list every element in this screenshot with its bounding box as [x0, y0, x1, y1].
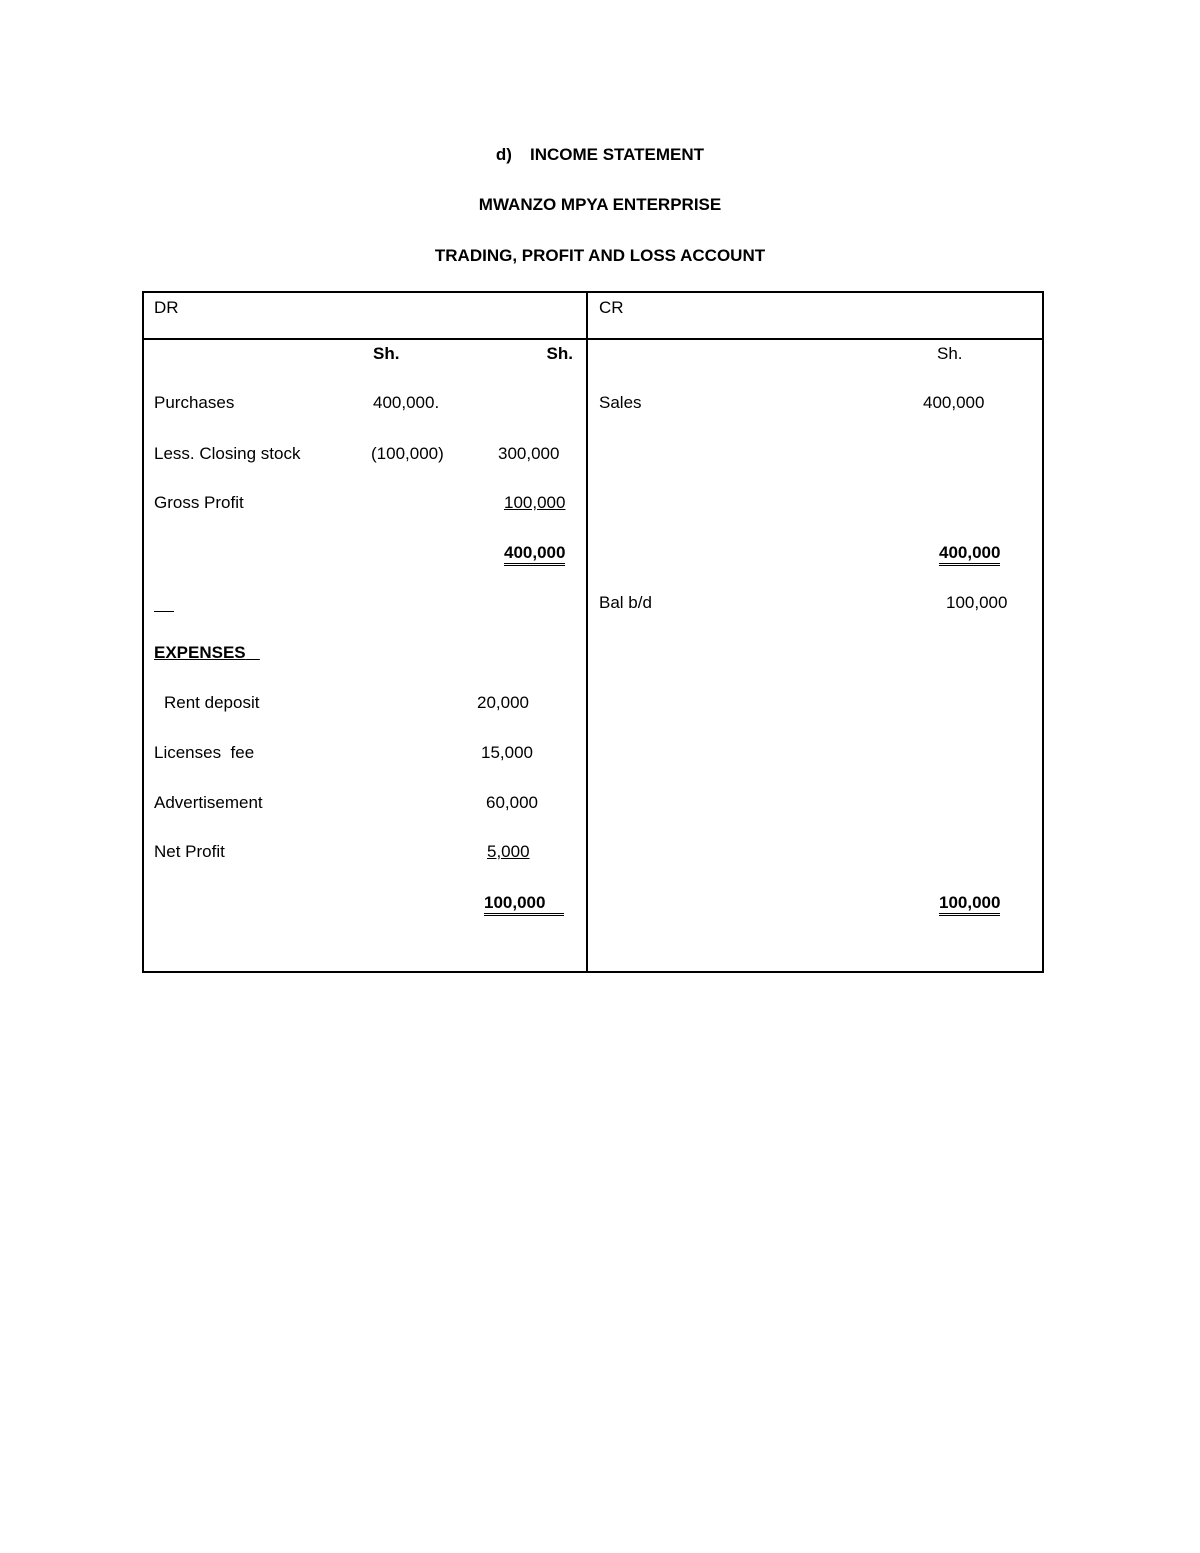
- advert-label: Advertisement: [154, 793, 263, 812]
- closing-stock-label: Less. Closing stock: [154, 444, 301, 463]
- cr-trading-total-wrap: [939, 543, 1000, 563]
- dr-currency-2: Sh.: [546, 344, 573, 363]
- net-profit-value: 5,000: [487, 842, 530, 861]
- rent-value: 20,000: [477, 693, 529, 712]
- sales-label: Sales: [599, 393, 642, 412]
- advert-value: 60,000: [486, 793, 538, 812]
- rent-label: Rent deposit: [164, 693, 260, 712]
- dr-pl-total: 100,000: [484, 893, 564, 916]
- section-title: INCOME STATEMENT: [529, 145, 705, 164]
- sales-value: 400,000: [923, 393, 985, 412]
- cr-label: CR: [599, 298, 624, 317]
- bal-label: Bal b/d: [599, 593, 652, 612]
- licenses-value: 15,000: [481, 743, 533, 762]
- account-table: [142, 291, 1044, 973]
- column-divider: [586, 291, 588, 973]
- licenses-label: Licenses fee: [154, 743, 255, 762]
- purchases-label: Purchases: [154, 393, 235, 412]
- header-divider: [142, 338, 1044, 340]
- dr-trading-total-wrap: [504, 543, 565, 563]
- section-label: d): [495, 145, 512, 164]
- dr-label: DR: [154, 298, 179, 317]
- company-name: MWANZO MPYA ENTERPRISE: [478, 195, 722, 214]
- net-profit-label: Net Profit: [154, 842, 225, 861]
- cr-trading-total: 400,000: [939, 543, 1000, 566]
- expenses-heading: [154, 643, 260, 663]
- cr-pl-total-wrap: [939, 893, 1000, 913]
- bal-value: 100,000: [946, 593, 1008, 612]
- expenses-heading-text: EXPENSES: [154, 643, 246, 662]
- closing-stock-net: 300,000: [498, 444, 560, 463]
- gross-profit-label: Gross Profit: [154, 493, 244, 512]
- cr-currency: Sh.: [937, 344, 963, 363]
- closing-stock-value: (100,000): [371, 444, 444, 463]
- short-rule: [154, 611, 174, 612]
- section-heading: [0, 145, 1200, 165]
- account-title: TRADING, PROFIT AND LOSS ACCOUNT: [434, 246, 766, 265]
- purchases-value: 400,000.: [373, 393, 440, 412]
- gross-profit-value: 100,000: [504, 493, 566, 512]
- dr-pl-total-wrap: [484, 893, 564, 913]
- dr-trading-total: 400,000: [504, 543, 565, 566]
- dr-currency-1: Sh.: [373, 344, 400, 363]
- cr-pl-total: 100,000: [939, 893, 1000, 916]
